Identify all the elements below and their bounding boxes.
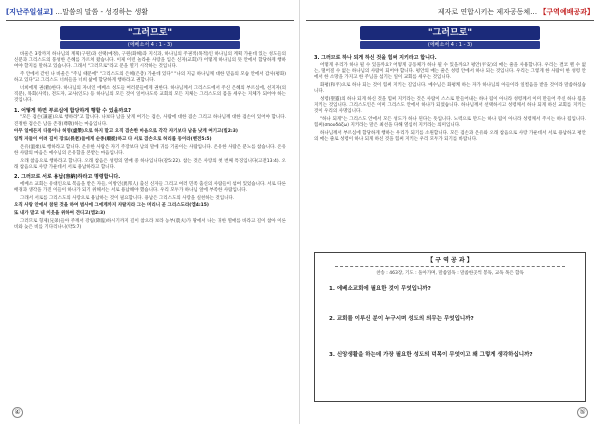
study-questions-box <box>314 252 586 402</box>
left-sermon-body <box>14 52 286 402</box>
section-heading: 1. 어떻게 하면 부르심에 합당하게 행할 수 있을까요? <box>14 107 132 114</box>
right-sermon-body <box>314 52 586 248</box>
body-paragraph: 성령(聖靈)의 하나 되게 하신 것을 힘써 지키라는 것은 사람이 스스로 만들어내는 하나 됨이 아니라 성령께서 이미 만들어 주신 하나 됨을 지키는 것입니다. 그리스도인은 이미 그리스도 안에서 하나가 되었습니다. 하나님께서 선택하시고 성령께서 하나 되게 하신 교회를 지키는 것이 우리의 사명입니다. <box>314 96 586 115</box>
body-paragraph: 화평(和平)으로 하나 되는 것이 힘써 지키는 길입니다. 예수님은 화평케 하는 자가 하나님의 아들이라 일컬음을 받을 것이라 말씀하셨습니다. <box>314 82 586 95</box>
study-question-3: 3. 신앙생활을 하는데 가장 필요한 성도의 덕목이 무엇이고 왜 그렇게 생각하십니까? <box>329 352 533 358</box>
study-questions-heading: 【 구 역 공 과 】 <box>335 255 565 267</box>
right-header-rule <box>306 20 594 21</box>
left-header-tag: [지난주일설교] <box>6 8 53 16</box>
body-paragraph: 하나님께서 부르심에 합당하게 행하는 우리가 되기를 소원합니다. 모든 겸손과 온유와 오래 참음으로 사랑 가운데서 서로 용납하고 평안의 매는 줄로 성령이 하나 되게 하신 것을 힘써 지키는 우리 모두가 되기를 바랍니다. <box>314 130 586 142</box>
right-header-tag: 【구역예배공과】 <box>539 8 594 16</box>
body-paragraph: 바울은 3장까지 하나님의 계획(구원)과 선택(예정), 구원(화해)과 지식과, 하나님의 주권적(목적)인 하나님의 계획 가운데 있는 성도들의 신분과 그리스도의 풍성한 은혜를 가르쳐 왔습니다. 이제 이런 놀라운 사랑을 입은 신자(교회)가 어떻게 하나님의 뜻 안에서 합당하게 행하여야 할지를 말하고 있습니다. 그래서 "그러므로"라고 문을 열기 시작하는 것입니다. <box>14 52 286 70</box>
body-paragraph: 에베소 교회는 유대인으로 복음을 받은 자들, 이방인(異邦人) 출신 신자들 그리고 여러 민족 출신의 사람들이 섞여 있었습니다. 서로 다른 배경과 생각을 가진 이들이 하나가 되기 위해서는 서로 용납해야 했습니다. 우리 모두가 하나님 앞에 부족한 사람입니다. <box>14 181 286 193</box>
body-paragraph: 그러므로 형제(兄弟)들아 주께서 강림(降臨)하시기까지 길이 참으라 보라 농부(農夫)가 땅에서 나는 귀한 열매를 바라고 길이 참아 이른 비와 늦은 비를 기다리나니(약5:7) <box>14 218 286 230</box>
left-header-rule <box>6 20 294 21</box>
body-paragraph: 오래 참음으로 행하라고 합니다. 오래 참음은 성령의 열매 중 하나입니다(갈5:22). 참는 것은 사랑의 첫 번째 특징입니다(고전13:4). 오래 참음으로 사랑 가운데서 서로 용납하라고 합니다. <box>14 158 286 170</box>
right-header <box>438 6 594 18</box>
scripture-quote: 일찍 자들이 어려 깊이 장로(長老)들에게 순종(順從)하고 다 서로 겸손으로 허리를 동이라(벧전5:5) <box>14 136 212 142</box>
right-scripture-reference: (에베소서 4 : 1 - 3) <box>360 41 540 49</box>
study-question-2: 2. 교회를 이루신 분이 누구시며 성도의 의무는 무엇입니까? <box>329 316 474 322</box>
body-paragraph: "모든 겸손(謙遜)으로 행하라"고 합니다. 나보다 남을 낫게 여기는 겸손, 사람에 대한 겸손 그리고 하나님께 대한 겸손이 있어야 합니다. 진정한 겸손은 남을 존경(尊敬)하는 마음입니다. <box>14 115 286 127</box>
body-paragraph: "하나 되게"는 그리스도 안에서 모든 성도가 하나 된다는 뜻입니다. 노력으로 만드는 하나 됨이 아니라 성령께서 주시는 하나 됨입니다. 힘써(σπουδάζω) 지키라는 말은 최선을 다해 열심히 지키라는 의미입니다. <box>314 116 586 129</box>
body-paragraph: 그래서 서로를 그리스도의 사랑으로 용납하는 것이 필요합니다. 용납은 그리스도의 사랑을 실천하는 것입니다. <box>20 195 235 201</box>
right-page-number: ⑤ <box>577 407 588 418</box>
body-paragraph: 너희에게 권(勸)한다. 하나님의 자녀인 에베소 성도들 여러분들에게 권한다. 하나님께서 그리스도에서 주신 은혜의 부르심에, 선지자(의 직분), 목회(사역), 전도자, 교사(인도) 등 하나님의 모든 것이 일어나도록 교회의 모든 지체는 그리스도의 몸을 세우는 지체가 되어야 하는 것입니다. <box>14 86 286 104</box>
left-sermon-title: "그러므로" <box>60 26 240 40</box>
right-sermon-title: "그러므로" <box>360 26 540 40</box>
study-question-1: 1. 에베소교회에 필요한 것이 무엇입니까? <box>329 286 431 292</box>
left-page-number: ④ <box>12 407 23 418</box>
worship-order-line: 찬송 : 463장, 기도 : 돌아가며, 말씀읽독 : 말씀한곳씩 봉독, 교독 목은 합독 <box>376 271 524 276</box>
left-header <box>6 6 148 18</box>
scripture-quote: 또 내가 말고 내 이웃을 위하여 견디고(엡2:3) <box>14 210 106 216</box>
body-paragraph: 주 안에서 갇힌 나 바울은 "주님 때문에" "그리스도의 은혜(은총) 가운데 있다" "나의 지금 하나님께 대한 믿음의 모습 안에서 감사(평화)하고 있다"고 그리스도 너희들을 너희 삶에 합당하게 행하라고 권합니다. <box>14 72 286 84</box>
scripture-quote: 아무 일에든지 다툼이나 허영(虛榮)으로 하지 말고 오직 겸손한 마음으로 각각 자기보다 남을 낫게 여기고(빌2:3) <box>14 129 238 135</box>
section-heading: 2. 그러므로 서로 용납(容納)하라고 명령합니다. <box>14 173 121 180</box>
body-paragraph: 어떻게 우리가 하나 될 수 있을까요? 어떻게 공동체가 하나 될 수 있을까요? 평안(平安)의 매는 줄을 사용합니다. 우리는 결코 뗄 수 없는, 떨어질 수 없는 하나님의 사람이 되어야 합니다. 평안의 매는 줄은 성령 안에서 하나 되는 것입니다. 우리는 그렇게 한 사람이 한 성령 안에서 한 소망을 가지고 한 주님을 섬기는 일이 교회를 세우는 것입니다. <box>314 62 586 81</box>
scripture-quote: 오직 사랑 안에서 참된 것을 하여 범사에 그에게까지 자랄지라 그는 머리니 곧 그리스도라(엡4:15) <box>14 203 209 209</box>
body-paragraph: 온유(溫柔)로 행하라고 합니다. 온유한 사람은 자기 주장보다 남의 말에 귀를 기울이는 사람입니다. 온유한 사람은 분노를 참습니다. 온유한 사람의 마음은 예수님의 온유함을 본받는 마음입니다. <box>14 144 286 156</box>
right-header-text: 제자로 연합시키는 제자공동체… <box>437 8 538 16</box>
left-header-text: …말씀의 말씀 - 성경하는 생활 <box>55 8 149 16</box>
left-scripture-reference: (에베소서 4 : 1 - 3) <box>60 41 240 49</box>
section-heading: 3. 그러므로 하나 되게 하신 것을 힘써 지키라고 합니다. <box>314 55 437 61</box>
right-page <box>300 0 600 424</box>
right-title-block <box>360 26 540 49</box>
left-title-block <box>60 26 240 49</box>
